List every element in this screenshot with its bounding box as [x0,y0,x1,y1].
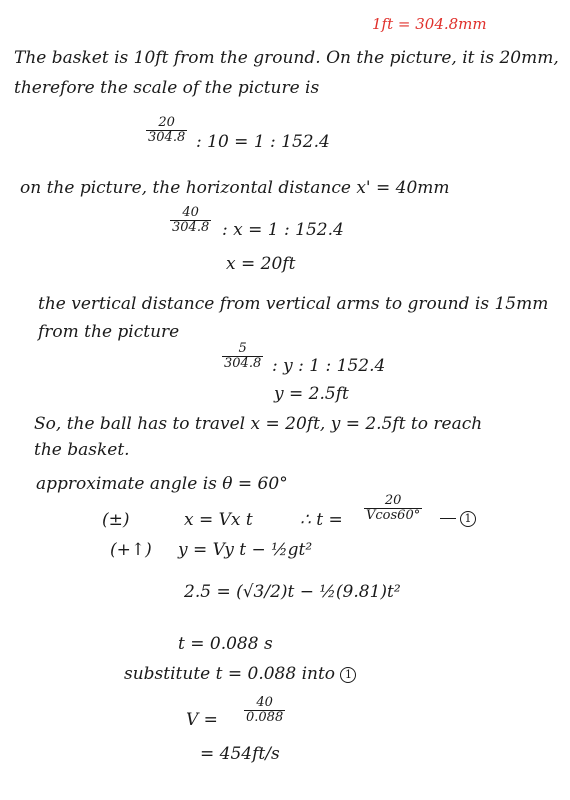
time-result: t = 0.088 s [178,634,273,654]
scale-fraction [146,116,187,145]
text-line-scale-intro: therefore the scale of the picture is [14,78,320,98]
velocity-prefix: V = [186,710,218,730]
circled-number-1: 1 [340,667,356,683]
scale-fraction-denominator: 304.8 [148,130,186,145]
time-fraction [364,494,422,523]
text-line-substitute [124,664,356,684]
horizontal-fraction-numerator: 40 [182,205,199,220]
x-motion-equation: x = Vx t [184,510,253,530]
vertical-result: y = 2.5ft [274,384,349,404]
horizontal-fraction-denominator: 304.8 [172,220,210,235]
time-fraction-numerator: 20 [384,493,402,508]
y-direction-label: (+↑) [110,540,152,560]
time-fraction-denominator: Vcos60° [366,508,421,523]
horizontal-fraction [170,206,211,235]
vertical-fraction [222,342,263,371]
velocity-result: = 454ft/s [200,744,280,764]
scale-equation-rest: : 10 = 1 : 152.4 [196,132,330,152]
text-line-ball-travel: So, the ball has to travel x = 20ft, y = 2.5ft to reach [34,414,483,434]
time-expression-prefix: ∴ t = [300,510,343,530]
velocity-fraction-denominator: 0.088 [246,710,284,725]
velocity-fraction-numerator: 40 [256,695,273,710]
text-line-vertical-distance: the vertical distance from vertical arms to ground is 15mm [38,294,549,314]
scale-fraction-numerator: 20 [158,115,175,130]
vertical-fraction-denominator: 304.8 [224,356,262,371]
text-line-the-basket: the basket. [34,440,130,460]
text-line-horizontal-distance: on the picture, the horizontal distance x' = 40mm [20,178,450,198]
y-motion-equation: y = Vy t − ½gt² [178,540,313,560]
substitute-text: substitute t = 0.088 into [124,664,336,684]
vertical-fraction-numerator: 5 [238,341,247,356]
circled-number-1: 1 [460,511,476,527]
text-line-from-picture: from the picture [38,322,180,342]
text-line-basket-height: The basket is 10ft from the ground. On the picture, it is 20mm, [14,48,559,68]
substituted-equation: 2.5 = (√3/2)t − ½(9.81)t² [184,582,401,602]
horizontal-equation-rest: : x = 1 : 152.4 [222,220,344,240]
unit-conversion-note: 1ft = 304.8mm [372,15,487,33]
text-line-approx-angle: approximate angle is θ = 60° [36,474,288,494]
velocity-fraction [244,696,285,725]
horizontal-result: x = 20ft [226,254,296,274]
equation-reference-1 [460,508,476,528]
equation-reference-dash [440,518,456,519]
vertical-equation-rest: : y : 1 : 152.4 [272,356,386,376]
x-direction-label: (±) [102,510,130,530]
